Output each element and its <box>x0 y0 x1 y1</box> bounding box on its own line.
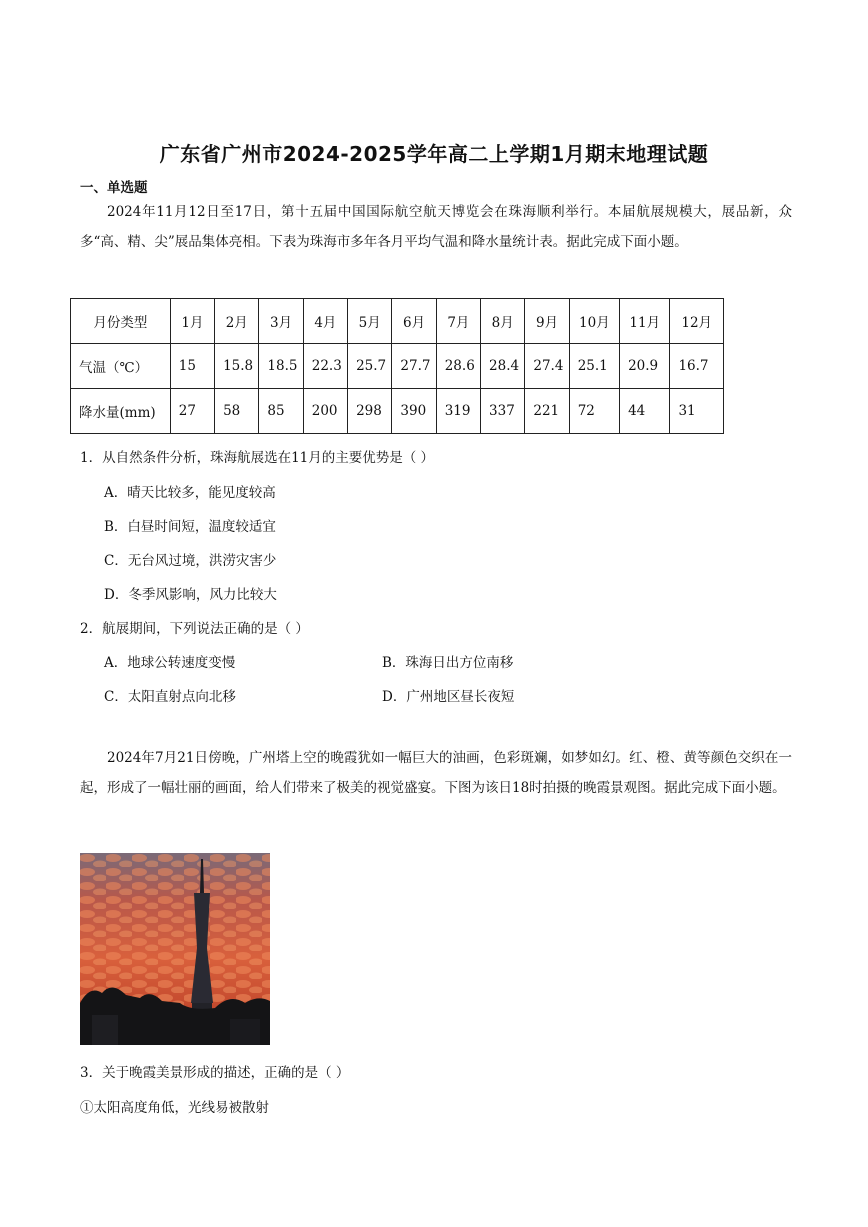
table-header-row <box>71 299 724 344</box>
temperature-cell: 16.7 <box>670 344 724 389</box>
table-header-month: 2月 <box>215 299 259 344</box>
table-header-month: 4月 <box>303 299 347 344</box>
intro-paragraph-1: 2024年11月12日至17日，第十五届中国国际航空航天博览会在珠海顺利举行。本届航展规模大，展品新，众多“高、精、尖”展品集体亮相。下表为珠海市多年各月平均气温和降水量统计表。据此完成下面小题。 <box>80 204 792 250</box>
page-title: 广东省广州市2024-2025学年高二上学期1月期末地理试题 <box>159 142 709 166</box>
table-row-precipitation <box>71 389 724 434</box>
sunset-canton-tower-photo <box>80 853 270 1045</box>
precipitation-label: 降水量(mm) <box>71 389 171 434</box>
temperature-cell: 27.4 <box>525 344 569 389</box>
question-1-stem: 1．从自然条件分析，珠海航展选在11月的主要优势是（ ） <box>80 450 435 466</box>
table-header-type: 月份类型 <box>71 299 171 344</box>
precipitation-cell: 72 <box>569 389 619 434</box>
table-header-month: 11月 <box>620 299 670 344</box>
temperature-cell: 15 <box>170 344 214 389</box>
temperature-cell: 25.7 <box>348 344 392 389</box>
question-3-stem: 3．关于晚霞美景形成的描述，正确的是（ ） <box>80 1065 350 1081</box>
question-2-option-c[interactable]: C．太阳直射点向北移 <box>104 689 236 705</box>
precipitation-cell: 319 <box>436 389 480 434</box>
temperature-cell: 22.3 <box>303 344 347 389</box>
precipitation-cell: 298 <box>348 389 392 434</box>
section-heading: 一、单选题 <box>80 180 148 196</box>
question-2-option-a[interactable]: A．地球公转速度变慢 <box>104 655 236 671</box>
precipitation-cell: 390 <box>392 389 436 434</box>
table-header-month: 12月 <box>670 299 724 344</box>
table-header-month: 10月 <box>569 299 619 344</box>
table-header-month: 8月 <box>481 299 525 344</box>
question-1-option-b[interactable]: B．白昼时间短，温度较适宜 <box>104 519 276 535</box>
precipitation-cell: 27 <box>170 389 214 434</box>
question-2-option-d[interactable]: D．广州地区昼长夜短 <box>382 689 515 705</box>
temperature-cell: 25.1 <box>569 344 619 389</box>
precipitation-cell: 221 <box>525 389 569 434</box>
temperature-cell: 20.9 <box>620 344 670 389</box>
temperature-cell: 28.4 <box>481 344 525 389</box>
precipitation-cell: 58 <box>215 389 259 434</box>
question-1-option-c[interactable]: C．无台风过境，洪涝灾害少 <box>104 553 277 569</box>
table-header-month: 7月 <box>436 299 480 344</box>
question-1-option-a[interactable]: A．晴天比较多，能见度较高 <box>104 485 276 501</box>
table-header-month: 6月 <box>392 299 436 344</box>
table-header-month: 9月 <box>525 299 569 344</box>
precipitation-cell: 44 <box>620 389 670 434</box>
precipitation-cell: 85 <box>259 389 303 434</box>
question-3-item-1: ①太阳高度角低，光线易被散射 <box>80 1100 269 1116</box>
table-header-month: 1月 <box>170 299 214 344</box>
temperature-cell: 18.5 <box>259 344 303 389</box>
question-1-option-d[interactable]: D．冬季风影响，风力比较大 <box>104 587 277 603</box>
table-row-temperature <box>71 344 724 389</box>
precipitation-cell: 200 <box>303 389 347 434</box>
temperature-label: 气温（℃） <box>71 344 171 389</box>
climate-table <box>70 298 724 434</box>
question-2-stem: 2．航展期间，下列说法正确的是（ ） <box>80 621 309 637</box>
temperature-cell: 15.8 <box>215 344 259 389</box>
precipitation-cell: 31 <box>670 389 724 434</box>
question-2-option-b[interactable]: B．珠海日出方位南移 <box>382 655 514 671</box>
temperature-cell: 27.7 <box>392 344 436 389</box>
precipitation-cell: 337 <box>481 389 525 434</box>
temperature-cell: 28.6 <box>436 344 480 389</box>
table-header-month: 3月 <box>259 299 303 344</box>
intro-paragraph-2: 2024年7月21日傍晚，广州塔上空的晚霞犹如一幅巨大的油画，色彩斑斓，如梦如幻。红、橙、黄等颜色交织在一起，形成了一幅壮丽的画面，给人们带来了极美的视觉盛宴。下图为该日18时拍摄的晚霞景观图。据此完成下面小题。 <box>80 750 792 796</box>
table-header-month: 5月 <box>348 299 392 344</box>
